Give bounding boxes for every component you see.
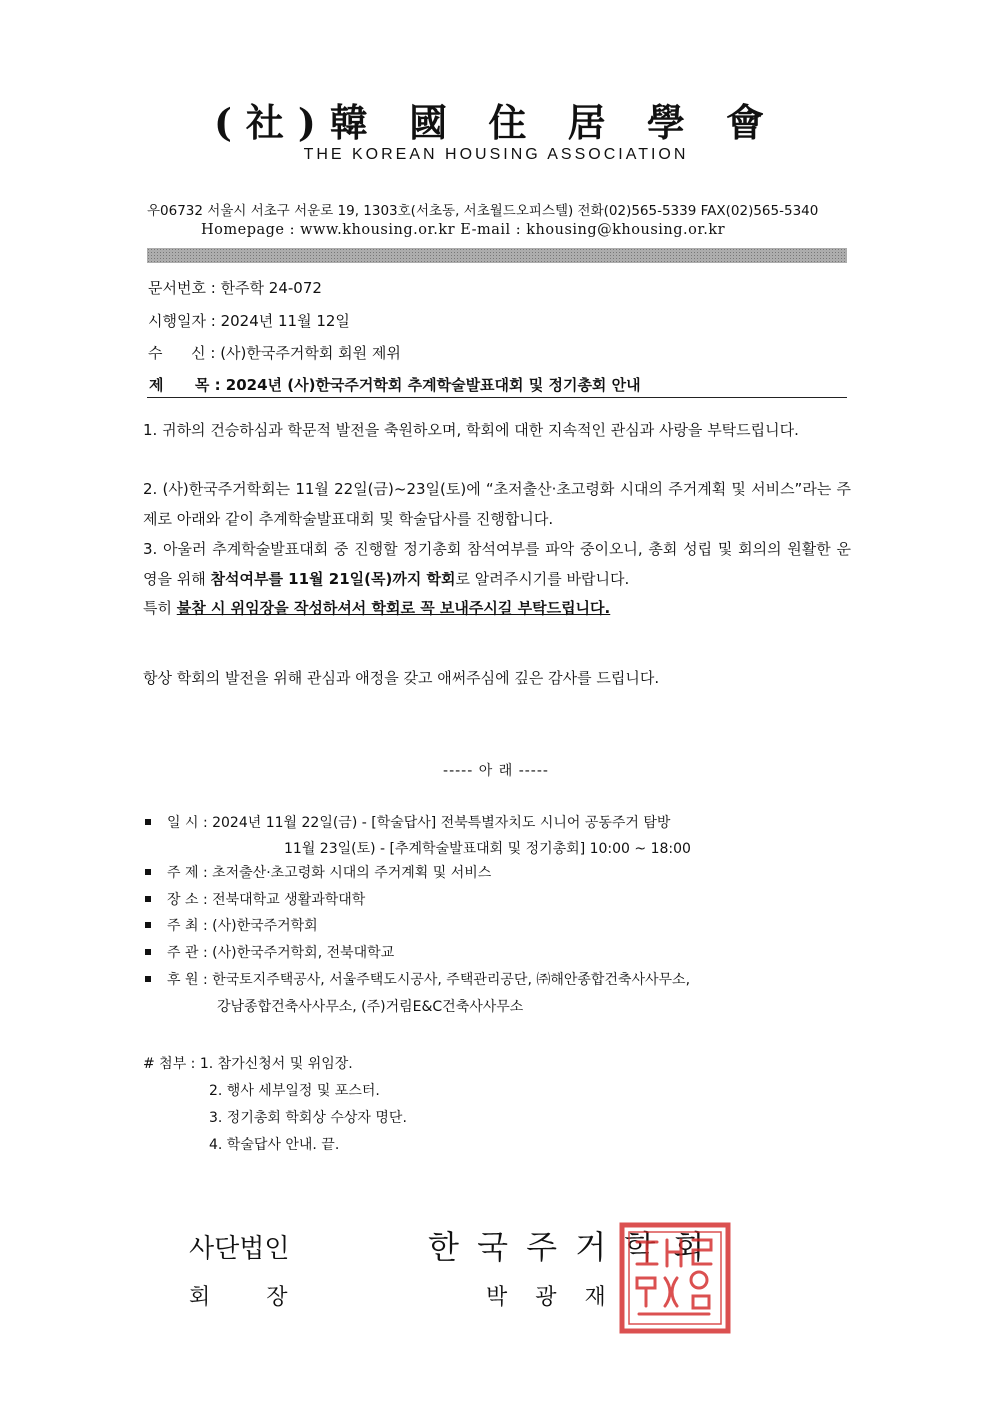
bullet-icon	[145, 922, 151, 928]
detail-item	[143, 969, 690, 989]
subject-underline	[147, 397, 847, 398]
detail-item	[284, 838, 691, 858]
bullet-icon	[145, 976, 151, 982]
official-seal	[619, 1222, 731, 1334]
doc-number-label: 문서번호	[148, 279, 206, 297]
date-value: : 2024년 11월 12일	[210, 312, 350, 330]
detail-item	[143, 915, 318, 935]
detail-item	[143, 862, 491, 882]
bullet-icon	[145, 896, 151, 902]
proxy-notice: 불참 시 위임장을 작성하셔서 학회로 꼭 보내주시길 부탁드립니다.	[176, 599, 611, 617]
recipient-value: : (사)한국주거학회 회원 제위	[210, 344, 401, 362]
subject-value: : 2024년 (사)한국주거학회 추계학술발표대회 및 정기총회 안내	[214, 376, 641, 394]
attachment-item: 4. 학술답사 안내. 끝.	[209, 1137, 340, 1153]
recipient-row	[148, 342, 401, 363]
org-type: 사단법인	[189, 1234, 290, 1264]
date-label: 시행일자	[148, 312, 206, 330]
org-name: 한 국 주 거 학 회	[428, 1228, 709, 1266]
bullet-icon	[145, 869, 151, 875]
detail-text: 주 최 : (사)한국주거학회	[167, 918, 318, 934]
date-row	[148, 310, 350, 331]
contact-line: Homepage : www.khousing.or.kr E-mail : khousing@khousing.or.kr	[201, 222, 726, 238]
paragraph-3-text: 3. 아울러 추계학술발표대회 중 진행할 정기총회 참석여부를 파악 중이오니, 총회 성립 및 회의의 원활한 운영을 위해	[143, 540, 851, 588]
attachment-label: # 첨부 :	[143, 1056, 200, 1072]
thanks-line: 항상 학회의 발전을 위해 관심과 애정을 갖고 애써주심에 깊은 감사를 드립니다.	[143, 669, 660, 687]
paragraph-1: 1. 귀하의 건승하심과 학문적 발전을 축원하오며, 학회에 대한 지속적인 관심과 사랑을 부탁드립니다.	[143, 421, 799, 439]
association-english-name: THE KOREAN HOUSING ASSOCIATION	[303, 146, 689, 163]
detail-text: 장 소 : 전북대학교 생활과학대학	[167, 892, 366, 908]
subject-label: 제 목	[149, 376, 210, 394]
association-title: (社)韓 國 住 居 學 會	[213, 100, 779, 145]
details-heading: ----- 아 래 -----	[443, 763, 549, 779]
paragraph-4-text: 특히	[143, 599, 177, 617]
detail-text: 주 관 : (사)한국주거학회, 전북대학교	[167, 945, 395, 961]
header-divider-band	[147, 248, 847, 263]
attachment-item: 2. 행사 세부일정 및 포스터.	[209, 1083, 380, 1099]
detail-text: 강남종합건축사사무소, (주)거림E&C건축사사무소	[217, 999, 524, 1015]
bullet-icon	[145, 819, 151, 825]
detail-item	[143, 942, 394, 962]
detail-text: 11월 23일(토) - [추계학술발표대회 및 정기총회] 10:00 ~ 18:00	[284, 841, 691, 857]
deadline-emphasis: 참석여부를 11월 21일(목)까지 학회	[210, 569, 456, 588]
bullet-icon	[145, 949, 151, 955]
subject-row	[149, 374, 641, 395]
president-title: 회 장	[189, 1285, 288, 1310]
detail-item	[143, 889, 365, 909]
paragraph-2: 2. (사)한국주거학회는 11월 22일(금)~23일(토)에 “초저출산·초고령화 시대의 주거계획 및 서비스”라는 주제로 아래와 같이 추계학술발표대회 및 학술답사를 진행합니다.	[143, 480, 851, 528]
detail-text: 일 시 : 2024년 11월 22일(금) - [학술답사] 전북특별자치도 시니어 공동주거 탐방	[167, 815, 671, 831]
doc-number-value: : 한주학 24-072	[210, 279, 322, 297]
paragraph-3-tail: 로 알려주시기를 바랍니다.	[455, 569, 630, 588]
paragraph-3	[143, 535, 851, 594]
detail-text: 주 제 : 초저출산·초고령화 시대의 주거계획 및 서비스	[167, 865, 492, 881]
president-name: 박 광 재	[486, 1285, 606, 1310]
address-line: 우06732 서울시 서초구 서운로 19, 1303호(서초동, 서초월드오피스텔) 전화(02)565-5339 FAX(02)565-5340	[147, 203, 819, 219]
detail-item	[143, 812, 670, 832]
attachment-item: 3. 정기총회 학회상 수상자 명단.	[209, 1110, 407, 1126]
paragraph-4	[143, 594, 851, 624]
attachment-item: 1. 참가신청서 및 위임장.	[199, 1056, 353, 1072]
recipient-label: 수 신	[148, 344, 206, 362]
detail-text: 후 원 : 한국토지주택공사, 서울주택도시공사, 주택관리공단, ㈜해안종합건축사사무소,	[167, 972, 691, 988]
attachment-row	[143, 1053, 353, 1073]
detail-item	[217, 996, 523, 1016]
doc-number-row	[148, 277, 322, 298]
